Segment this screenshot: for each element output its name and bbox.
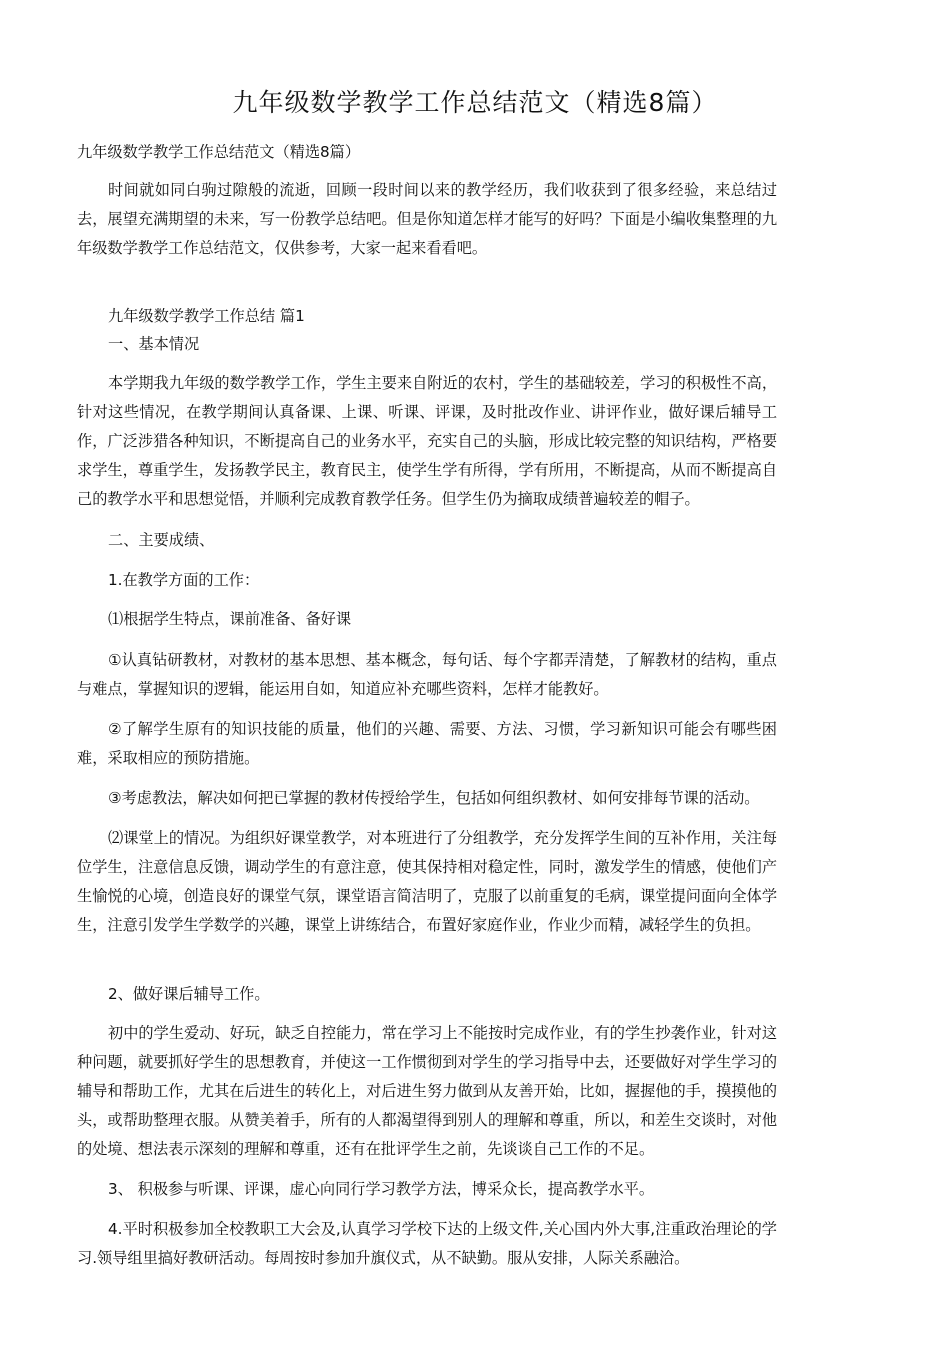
section-title: 九年级数学教学工作总结 篇1 <box>108 307 305 325</box>
item-lesson-preparation: ⑴根据学生特点，课前准备、备好课 <box>108 610 351 628</box>
item-staff-meetings: 4.平时积极参加全校教职工大会及,认真学习学校下达的上级文件,关心国内外大事,注重政治理论的学习.领导组里搞好教研活动。每周按时参加升旗仪式，从不缺勤。服从安排，人际关系融洽。 <box>77 1220 777 1267</box>
item-teaching-methods: ③考虑教法，解决如何把已掌握的教材传授给学生，包括如何组织教材、如何安排每节课的活动。 <box>108 789 760 807</box>
item-after-class-tutoring: 2、做好课后辅导工作。 <box>108 985 270 1003</box>
item-study-textbook: ①认真钻研教材，对教材的基本思想、基本概念，每句话、每个字都弄清楚，了解教材的结构，重点与难点，掌握知识的逻辑，能运用自如，知道应补充哪些资料，怎样才能教好。 <box>77 651 777 698</box>
document-subtitle: 九年级数学教学工作总结范文（精选8篇） <box>77 143 361 161</box>
item-teaching-work: 1.在教学方面的工作： <box>108 571 260 589</box>
heading-main-achievements: 二、主要成绩、 <box>108 531 215 549</box>
paragraph-basic-situation: 本学期我九年级的数学教学工作，学生主要来自附近的农村，学生的基础较差，学习的积极性不高，针对这些情况，在教学期间认真备课、上课、听课、评课，及时批改作业、讲评作业，做好课后辅导工作，广泛涉猎各种知识，不断提高自己的业务水平，充实自己的头脑，形成比较完整的知识结构，严格要求学生，尊重学生，发扬教学民主，教育民主，使学生学有所得，学有所用，不断提高，从而不断提高自己的教学水平和思想觉悟，并顺利完成教育教学任务。但学生仍为摘取成绩普遍较差的帽子。 <box>77 374 777 508</box>
paragraph-tutoring: 初中的学生爱动、好玩，缺乏自控能力，常在学习上不能按时完成作业，有的学生抄袭作业，针对这种问题，就要抓好学生的思想教育，并使这一工作惯彻到对学生的学习指导中去，还要做好对学生学习的辅导和帮助工作，尤其在后进生的转化上，对后进生努力做到从友善开始，比如，握握他的手，摸摸他的头，或帮助整理衣服。从赞美着手，所有的人都渴望得到别人的理解和尊重，所以，和差生交谈时，对他的处境、想法表示深刻的理解和尊重，还有在批评学生之前，先谈谈自己工作的不足。 <box>77 1024 777 1158</box>
item-lesson-observation: 3、 积极参与听课、评课，虚心向同行学习教学方法，博采众长，提高教学水平。 <box>108 1180 655 1198</box>
item-understand-students: ②了解学生原有的知识技能的质量，他们的兴趣、需要、方法、习惯，学习新知识可能会有哪些困难，采取相应的预防措施。 <box>77 720 777 767</box>
item-classroom-situation: ⑵课堂上的情况。为组织好课堂教学，对本班进行了分组教学，充分发挥学生间的互补作用，关注每位学生，注意信息反馈，调动学生的有意注意，使其保持相对稳定性，同时，激发学生的情感，使他们产生愉悦的心境，创造良好的课堂气氛，课堂语言简洁明了，克服了以前重复的毛病，课堂提问面向全体学生，注意引发学生学数学的兴趣，课堂上讲练结合，布置好家庭作业，作业少而精，减轻学生的负担。 <box>77 829 777 934</box>
heading-basic-situation: 一、基本情况 <box>108 335 200 353</box>
intro-paragraph: 时间就如同白驹过隙般的流逝，回顾一段时间以来的教学经历，我们收获到了很多经验，来总结过去，展望充满期望的未来，写一份教学总结吧。但是你知道怎样才能写的好吗？下面是小编收集整理的九年级数学教学工作总结范文，仅供参考，大家一起来看看吧。 <box>77 181 777 257</box>
document-title: 九年级数学教学工作总结范文（精选8篇） <box>232 88 718 117</box>
